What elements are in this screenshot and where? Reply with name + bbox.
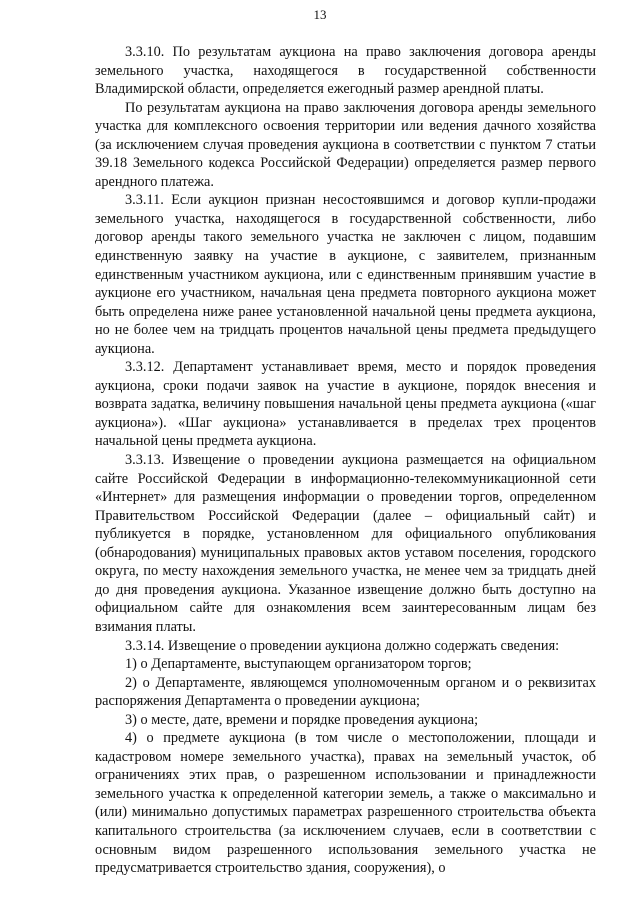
page-number: 13 [313, 7, 327, 22]
paragraph-3-3-14: 3.3.14. Извещение о проведении аукциона должно содержать сведения: [125, 637, 560, 654]
paragraph-3-3-11: 3.3.11. Если аукцион признан несостоявшимся и договор купли-продажи земельного участка, находящегося в государственной собственности, либо договор аренды такого земельного участка не заключен с лицом, подавшим единственную заявку на участие в аукционе, с заявителем, признанным единственным участником аукциона, или с единственным принявшим участие в аукционе его участником, начальная цена предмета повторного аукциона может быть определена ниже ранее установленной начальной цены предмета аукциона, но не более чем на тридцать процентов начальной цены предмета предыдущего аукциона. [95, 192, 596, 357]
paragraph-first-rent-payment: По результатам аукциона на право заключения договора аренды земельного участка для комплексного освоения территории или ведения дачного хозяйства (за исключением случая проведения аукциона в соответствии с пунктом 7 статьи 39.18 Земельного кодекса Российской Федерации) определяется размер первого арендного платежа. [95, 99, 596, 190]
paragraph-3-3-10: 3.3.10. По результатам аукциона на право заключения договора аренды земельного участка, находящегося в государственной собственности Владимирской области, определяется ежегодный размер арендной платы. [95, 44, 596, 98]
paragraph-3-3-13: 3.3.13. Извещение о проведении аукциона размещается на официальном сайте Российской Федерации в информационно-телекоммуникационной сети «Интернет» для размещения информации о проведении торгов, определенном Правительством Российской Федерации (далее – официальный сайт) и публикуется в порядке, установленном для официального опубликования (обнародования) муниципальных правовых актов уставом поселения, городского округа, по месту нахождения земельного участка, не менее чем за тридцать дней до дня проведения аукциона. Указанное извещение должно быть доступно на официальном сайте для ознакомления всем заинтересованным лицам без взимания платы. [95, 452, 596, 635]
list-item-2: 2) о Департаменте, являющемся уполномоченным органом и о реквизитах распоряжения Департамента о проведении аукциона; [95, 674, 596, 710]
paragraph-3-3-12: 3.3.12. Департамент устанавливает время, место и порядок проведения аукциона, сроки подачи заявок на участие в аукционе, порядок внесения и возврата задатка, величину повышения начальной цены предмета аукциона («шаг аукциона»). «Шаг аукциона» устанавливается в пределах трех процентов начальной цены предмета аукциона. [95, 359, 596, 450]
list-item-1: 1) о Департаменте, выступающем организатором торгов; [125, 656, 472, 673]
list-item-3: 3) о месте, дате, времени и порядке проведения аукциона; [125, 711, 479, 728]
document-body [95, 43, 596, 878]
list-item-4: 4) о предмете аукциона (в том числе о местоположении, площади и кадастровом номере земельного участка), правах на земельный участок, об ограничениях этих прав, о разрешенном использовании и принадлежности земельного участка к определенной категории земель, а также о максимально и (или) минимально допустимых параметрах разрешенного строительства объекта капитального строительства (за исключением случаев, если в соответствии с основным видом разрешенного использования земельного участка не предусматривается строительство здания, сооружения), о [95, 730, 596, 877]
